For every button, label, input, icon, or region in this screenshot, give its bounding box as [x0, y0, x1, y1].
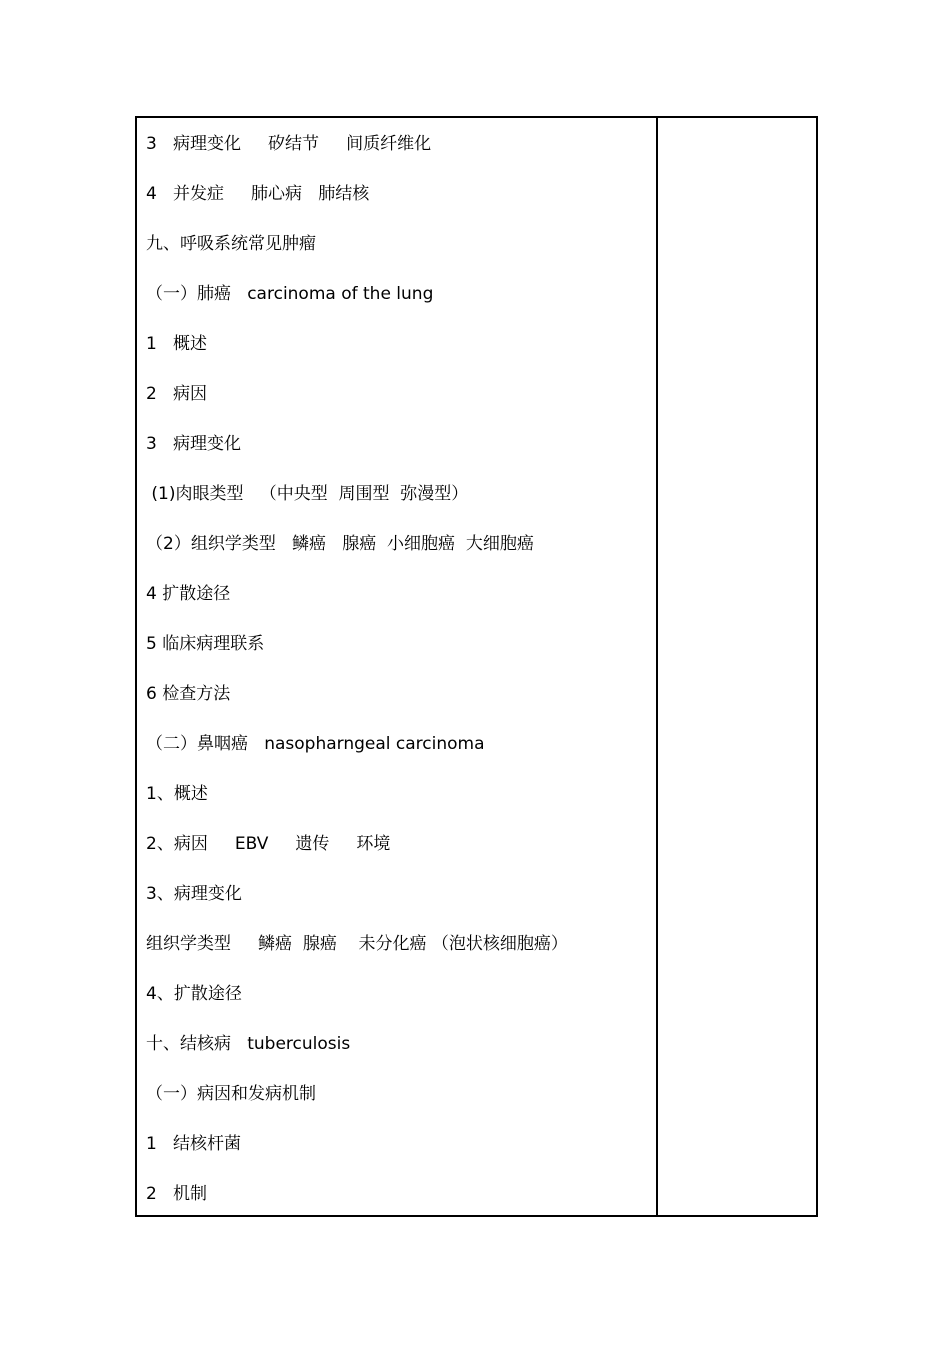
section-heading: 十、结核病 tuberculosis: [146, 1034, 351, 1054]
content-line: 2 机制: [146, 1184, 208, 1204]
subsection-heading: （二）鼻咽癌 nasopharngeal carcinoma: [146, 734, 485, 754]
content-line: （2）组织学类型 鳞癌 腺癌 小细胞癌 大细胞癌: [146, 534, 534, 554]
content-line: 1 结核杆菌: [146, 1134, 242, 1154]
content-line: 3 病理变化: [146, 434, 242, 454]
content-line: 3、病理变化: [146, 884, 242, 904]
section-heading: 九、呼吸系统常见肿瘤: [146, 234, 316, 254]
content-lines: [146, 130, 568, 1230]
content-line: 1 概述: [146, 334, 208, 354]
content-line: 4 并发症 肺心病 肺结核: [146, 184, 370, 204]
content-line: 1、概述: [146, 784, 208, 804]
content-line: 4 扩散途径: [146, 584, 231, 604]
content-line: 2、病因 EBV 遗传 环境: [146, 834, 391, 854]
subsection-heading: （一）病因和发病机制: [146, 1084, 316, 1104]
content-line: 组织学类型 鳞癌 腺癌 未分化癌 （泡状核细胞癌）: [146, 934, 568, 954]
content-line: 4、扩散途径: [146, 984, 242, 1004]
content-line: 3 病理变化 矽结节 间质纤维化: [146, 134, 432, 154]
content-line: 5 临床病理联系: [146, 634, 265, 654]
content-table: [135, 116, 818, 1217]
content-line: 2 病因: [146, 384, 208, 404]
table-main-cell: [137, 118, 658, 1215]
content-line: (1)肉眼类型 （中央型 周围型 弥漫型）: [146, 484, 469, 504]
table-side-cell: [658, 118, 816, 1215]
content-line: 6 检查方法: [146, 684, 231, 704]
subsection-heading: （一）肺癌 carcinoma of the lung: [146, 284, 434, 304]
